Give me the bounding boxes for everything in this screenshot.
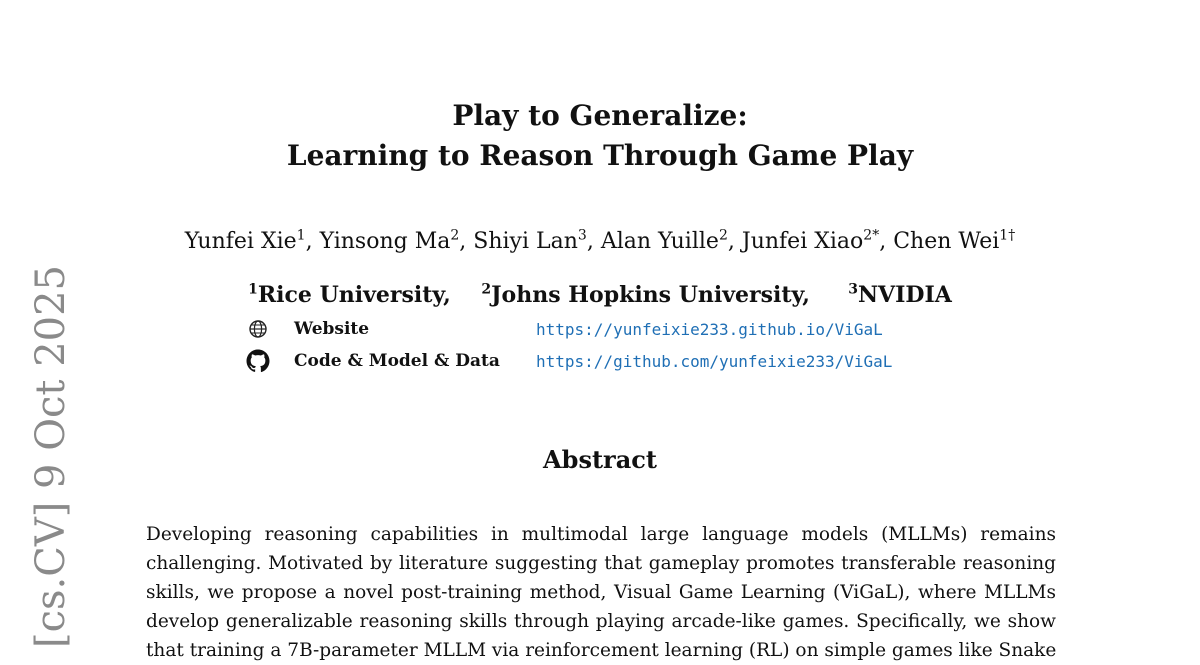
code-label: Code & Model & Data bbox=[294, 351, 500, 371]
abstract-line: skills, we propose a novel post-training method, Visual Game Learning (ViGaL), where MLLMs bbox=[146, 582, 1056, 603]
author: Alan Yuille$^2$, bbox=[600, 228, 742, 255]
abstract-body bbox=[146, 520, 1056, 665]
title-line-2: Learning to Reason Through Game Play bbox=[286, 139, 914, 172]
abstract-line: develop generalizable reasoning skills through playing arcade-like games. Specifically, we show bbox=[146, 611, 1056, 632]
paper-title bbox=[0, 96, 1200, 176]
abstract-line: Developing reasoning capabilities in multimodal large language models (MLLMs) remains bbox=[146, 524, 1056, 545]
code-link[interactable]: https://github.com/yunfeixie233/ViGaL bbox=[536, 351, 893, 371]
github-icon bbox=[244, 349, 272, 373]
arxiv-sidebar-stamp: [cs.CV] 9 Oct 2025 bbox=[28, 264, 74, 648]
author-list bbox=[0, 228, 1200, 254]
author: Shiyi Lan$^3$, bbox=[473, 228, 601, 255]
website-label: Website bbox=[294, 319, 370, 339]
website-link[interactable]: https://yunfeixie233.github.io/ViGaL bbox=[536, 319, 883, 339]
code-row bbox=[244, 349, 893, 373]
abstract-line: that training a 7B-parameter MLLM via reinforcement learning (RL) on simple games like Snake bbox=[146, 640, 1056, 661]
abstract-line: challenging. Motivated by literature suggesting that gameplay promotes transferable reasoning bbox=[146, 553, 1056, 574]
abstract-heading: Abstract bbox=[543, 445, 657, 474]
affiliation-list bbox=[0, 282, 1200, 308]
author: Chen Wei$^{1\dagger}$ bbox=[893, 228, 1016, 255]
author: Junfei Xiao$^{2*}$, bbox=[741, 228, 894, 255]
affiliation: $^1$Rice University, bbox=[248, 282, 451, 309]
author: Yinsong Ma$^2$, bbox=[319, 228, 474, 255]
author: Yunfei Xie$^1$, bbox=[184, 228, 320, 255]
globe-icon bbox=[244, 317, 272, 341]
affiliation: $^2$Johns Hopkins University, bbox=[481, 282, 810, 309]
website-row bbox=[244, 317, 883, 341]
affiliation: $^3$NVIDIA bbox=[848, 282, 952, 309]
title-line-1: Play to Generalize: bbox=[452, 99, 748, 132]
